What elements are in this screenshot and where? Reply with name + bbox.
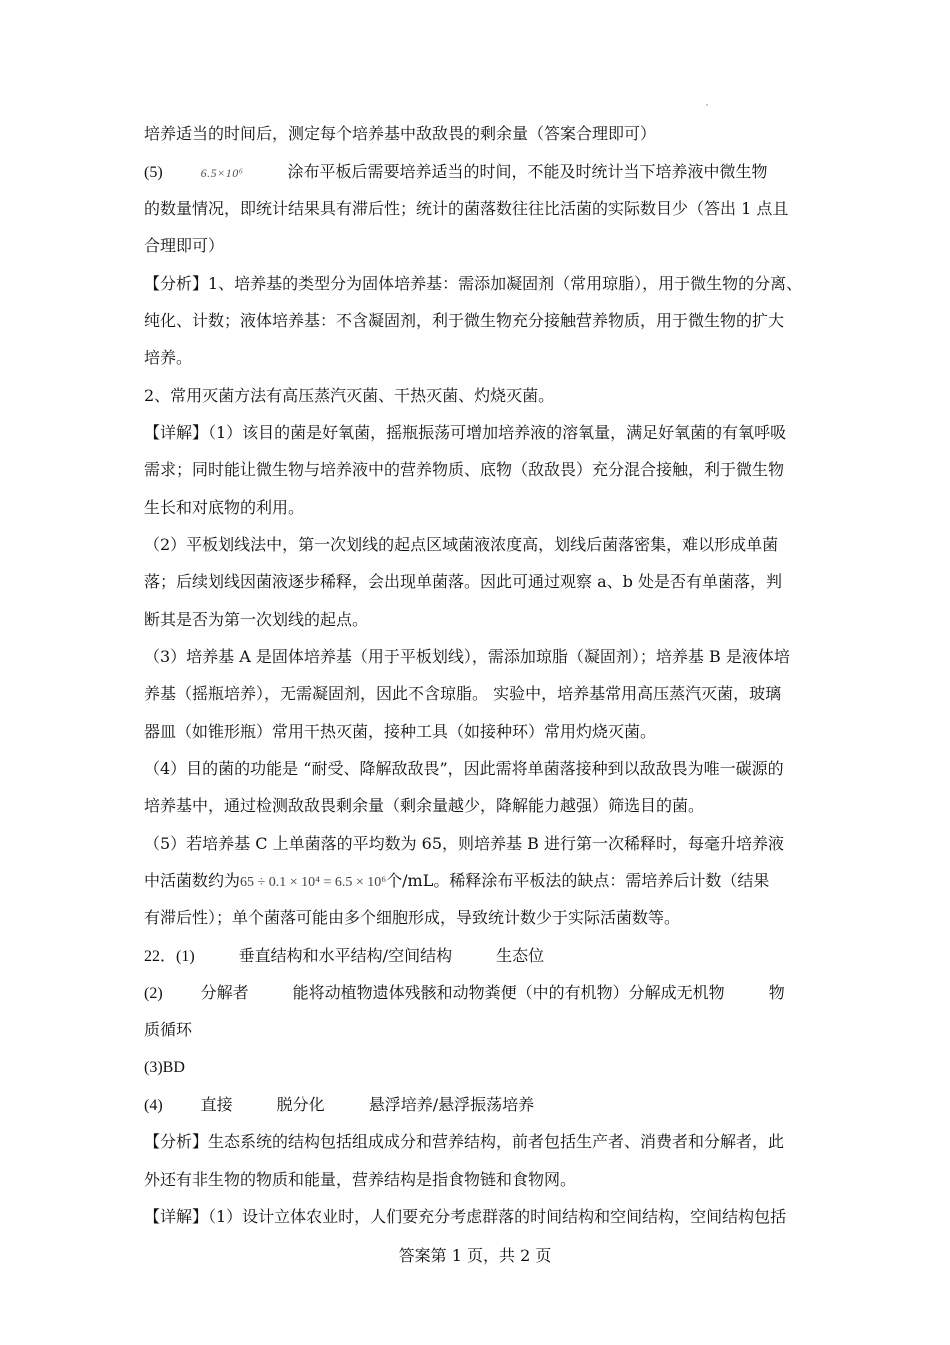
analysis-heading-line: 【分析】生态系统的结构包括组成成分和营养结构，前者包括生产者、消费者和分解者，此: [144, 1132, 785, 1151]
answer-text: 物: [768, 983, 785, 1002]
text-line: （2）平板划线法中，第一次划线的起点区域菌液浓度高，划线后菌落密集，难以形成单菌: [144, 535, 779, 554]
text-line: 生长和对底物的利用。: [144, 498, 305, 517]
text-line: 培养基中，通过检测敌敌畏剩余量（剩余量越少，降解能力越强）筛选目的菌。: [144, 796, 705, 815]
question-number: 22．(1): [144, 948, 195, 965]
answer-2-line: [144, 982, 820, 1005]
text-line: 合理即可）: [144, 236, 225, 255]
text-line: 外还有非生物的物质和能量，营养结构是指食物链和食物网。: [144, 1170, 577, 1189]
text-line: 纯化、计数；液体培养基：不含凝固剂，利于微生物充分接触营养物质，用于微生物的扩大: [144, 311, 785, 330]
answer-text: 脱分化: [276, 1095, 325, 1114]
answer-5-line: [144, 161, 820, 184]
text-line: （5）若培养基 C 上单菌落的平均数为 65，则培养基 B 进行第一次稀释时，每毫升培养液: [144, 834, 784, 853]
text-line: 养基（摇瓶培养），无需凝固剂，因此不含琼脂。 实验中，培养基常用高压蒸汽灭菌，玻璃: [144, 684, 782, 703]
scan-speck: [706, 104, 708, 106]
answer-text: 分解者: [200, 983, 249, 1002]
answer-text: 悬浮培养/悬浮振荡培养: [368, 1095, 535, 1114]
detail-heading-line: 【详解】（1）该目的菌是好氧菌，摇瓶振荡可增加培养液的溶氧量，满足好氧菌的有氧呼吸: [144, 423, 787, 442]
answer-22-line: [144, 945, 820, 968]
text-line: 2、常用灭菌方法有高压蒸汽灭菌、干热灭菌、灼烧灭菌。: [144, 386, 555, 405]
text-line: 的数量情况，即统计结果具有滞后性；统计的菌落数往往比活菌的实际数目少（答出 1 点且: [144, 199, 789, 218]
question-number: (2): [144, 985, 163, 1002]
text-span: 中活菌数约为: [144, 871, 241, 890]
formula-line: [144, 870, 820, 894]
answer-4-line: [144, 1094, 820, 1117]
text-line: 培养。: [144, 348, 193, 367]
page-footer: 答案第 1 页，共 2 页: [398, 1246, 552, 1265]
text-line: 器皿（如锥形瓶）常用干热灭菌，接种工具（如接种环）常用灼烧灭菌。: [144, 722, 657, 741]
answer-text: 涂布平板后需要培养适当的时间，不能及时统计当下培养液中微生物: [287, 162, 768, 181]
formula-calculation: 65 ÷ 0.1 × 10⁴ = 6.5 × 10⁶: [240, 875, 387, 890]
formula-result: 6.5×10⁶: [200, 166, 244, 180]
answer-text: 垂直结构和水平结构/空间结构: [238, 946, 453, 965]
question-number: (5): [144, 164, 163, 181]
detail-heading-line: 【详解】（1）设计立体农业时，人们要充分考虑群落的时间结构和空间结构，空间结构包括: [144, 1207, 787, 1226]
text-line: 培养适当的时间后，测定每个培养基中敌敌畏的剩余量（答案合理即可）: [144, 124, 657, 143]
answer-text: 直接: [200, 1095, 233, 1114]
answer-text: 能将动植物遗体残骸和动物粪便（中的有机物）分解成无机物: [292, 983, 725, 1002]
text-line: 质循环: [144, 1020, 193, 1039]
text-line: 落；后续划线因菌液逐步稀释，会出现单菌落。因此可通过观察 a、b 处是否有单菌落，判: [144, 572, 782, 591]
text-line: 需求；同时能让微生物与培养液中的营养物质、底物（敌敌畏）充分混合接触，利于微生物: [144, 460, 785, 479]
text-line: （4）目的菌的功能是 “耐受、降解敌敌畏”，因此需将单菌落接种到以敌敌畏为唯一碳源的: [144, 759, 784, 778]
text-line: 有滞后性）；单个菌落可能由多个细胞形成，导致统计数少于实际活菌数等。: [144, 908, 681, 927]
text-line: （3）培养基 A 是固体培养基（用于平板划线），需添加琼脂（凝固剂）；培养基 B 是液体培: [144, 647, 790, 666]
text-line: 断其是否为第一次划线的起点。: [144, 610, 369, 629]
answer-text: 生态位: [496, 946, 545, 965]
answer-3-line: (3)BD: [144, 1059, 185, 1076]
analysis-heading-line: 【分析】1、培养基的类型分为固体培养基：需添加凝固剂（常用琼脂），用于微生物的分离、: [144, 274, 803, 293]
question-number: (4): [144, 1097, 163, 1114]
text-span: 个/mL。稀释涂布平板法的缺点：需培养后计数（结果: [386, 871, 770, 890]
